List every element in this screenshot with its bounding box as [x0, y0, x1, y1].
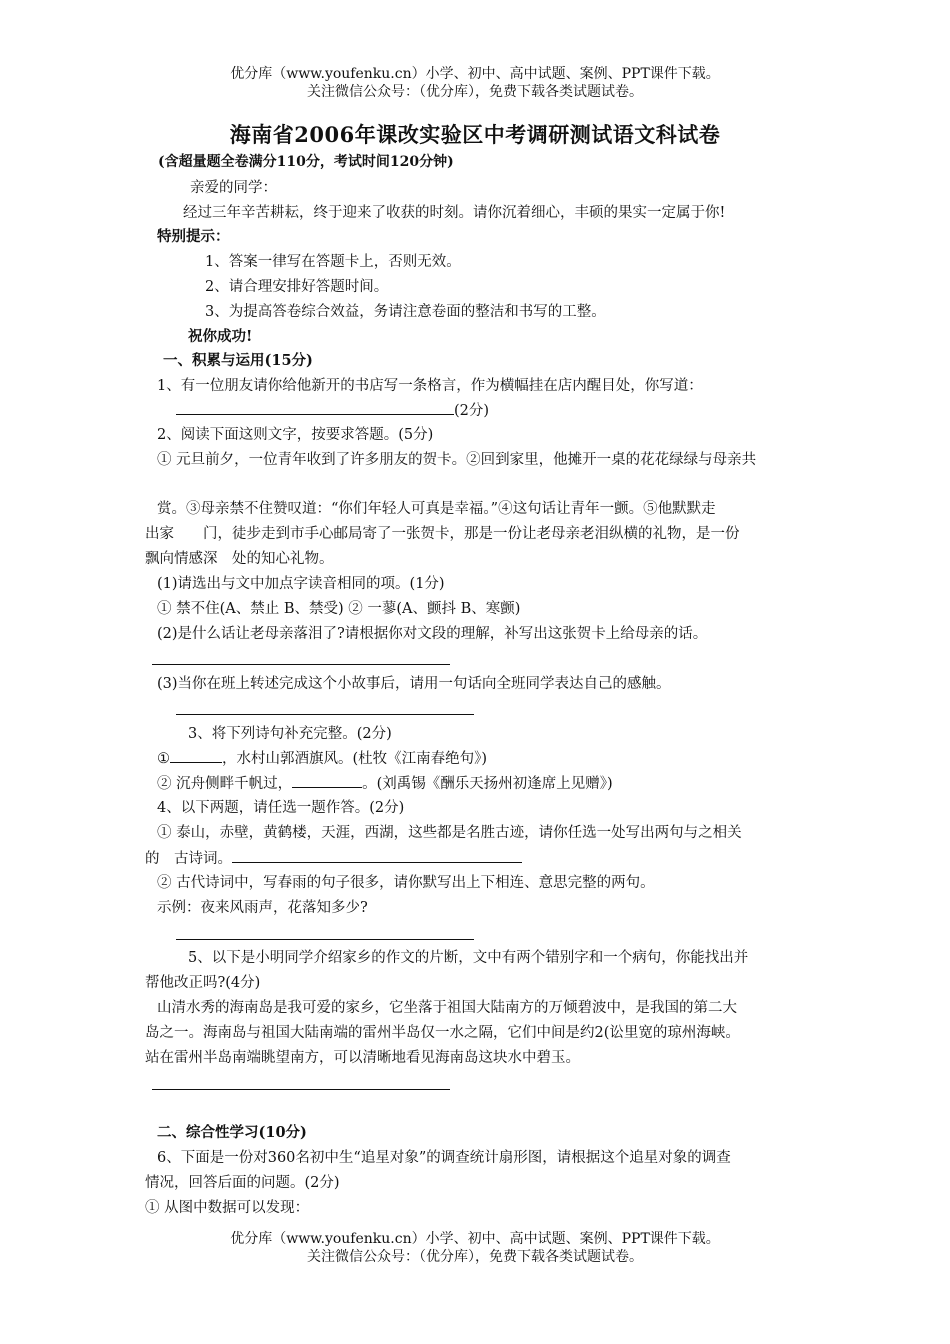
passage-line: 站在雷州半岛南端眺望南方，可以清晰地看见海南岛这块水中碧玉。: [145, 1050, 580, 1066]
question-1-score: (2分): [454, 403, 490, 419]
question-2: 2、阅读下面这则文字，按要求答题。(5分): [157, 427, 434, 443]
question-2-sub-3: (3)当你在班上转述完成这个小故事后，请用一句话向全班同学表达自己的感触。: [157, 676, 671, 692]
section2-heading: 二、综合性学习(10分): [157, 1124, 307, 1141]
question-2-sub-1: (1)请选出与文中加点字读音相同的项。(1分): [157, 576, 445, 592]
intro-text: 经过三年辛苦耕耘，终于迎来了收获的时刻。请你沉着细心，丰硕的果实一定属于你!: [183, 205, 726, 221]
header-line-2: 关注微信公众号：（优分库），免费下载各类试题试卷。: [307, 84, 643, 100]
question-3: 3、将下列诗句补充完整。(2分): [188, 726, 392, 742]
question-4-option-2: ② 古代诗词中，写春雨的句子很多，请你默写出上下相连、意思完整的两句。: [157, 875, 655, 891]
page-title: 海南省2006年课改实验区中考调研测试语文科试卷: [229, 122, 721, 147]
section1-heading: 一、积累与运用(15分): [163, 352, 313, 369]
question-5: 5、以下是小明同学介绍家乡的作文的片断，文中有两个错别字和一个病句，你能找出并: [188, 950, 749, 966]
passage-line: 山清水秀的海南岛是我可爱的家乡，它坐落于祖国大陆南方的万倾碧波中，是我国的第二大: [157, 1000, 737, 1016]
answer-line[interactable]: [152, 664, 450, 665]
question-4-option-1: ① 泰山，赤壁，黄鹤楼，天涯，西湖，这些都是名胜古迹，请你任选一处写出两句与之相关: [157, 825, 742, 841]
passage-line: 岛之一。海南岛与祖国大陆南端的雷州半岛仅一水之隔，它们中间是约2(讼里宽的琼州海峡。: [145, 1025, 740, 1041]
question-1: 1、有一位朋友请你给他新开的书店写一条格言，作为横幅挂在店内醒目处，你写道：: [157, 378, 703, 394]
passage-line: 出家 门，徒步走到市手心邮局寄了一张贺卡，那是一份让老母亲老泪纵横的礼物，是一份: [145, 526, 740, 542]
example-text: 示例：夜来风雨声，花落知多少?: [157, 900, 368, 916]
question-6-cont: 情况，回答后面的问题。(2分): [145, 1175, 340, 1191]
poem-line-2: ② 沉舟侧畔千帆过， 。(刘禹锡《酬乐天扬州初逢席上见赠》): [157, 773, 613, 794]
question-2-sub-1-options: ① 禁不住(A、禁止 B、禁受) ② 一蓼(A、颤抖 B、寒颤): [157, 601, 521, 617]
header-line-1: 优分库（www.youfenku.cn）小学、初中、高中试题、案例、PPT课件下载。: [230, 66, 720, 82]
answer-line[interactable]: [152, 1089, 450, 1090]
question-4-option-1-cont: 的 古诗词。: [145, 848, 522, 869]
notice-item: 1、答案一律写在答题卡上，否则无效。: [205, 254, 461, 270]
question-4: 4、以下两题，请任选一题作答。(2分): [157, 800, 405, 816]
answer-blank[interactable]: [232, 848, 522, 863]
question-5-cont: 帮他改正吗?(4分): [145, 975, 261, 991]
notice-item: 2、请合理安排好答题时间。: [205, 279, 389, 295]
passage-line: ① 元旦前夕，一位青年收到了许多朋友的贺卡。②回到家里，他摊开一桌的花花绿绿与母亲共: [157, 452, 757, 468]
answer-line[interactable]: [176, 714, 474, 715]
question-2-sub-2: (2)是什么话让老母亲落泪了?请根据你对文段的理解，补写出这张贺卡上给母亲的话。: [157, 626, 708, 642]
answer-line[interactable]: [176, 939, 474, 940]
answer-blank[interactable]: [170, 748, 222, 763]
answer-blank[interactable]: [292, 773, 362, 788]
question-1-answer-line[interactable]: [176, 400, 489, 421]
notice-item: 3、为提高答卷综合效益，务请注意卷面的整洁和书写的工整。: [205, 304, 606, 320]
answer-blank[interactable]: [176, 400, 454, 415]
wish-text: 祝你成功!: [188, 328, 253, 345]
subtitle: (含超量题全卷满分110分，考试时间120分钟): [158, 154, 454, 170]
notice-label: 特别提示：: [157, 228, 230, 245]
footer-line-1: 优分库（www.youfenku.cn）小学、初中、高中试题、案例、PPT课件下载。: [230, 1231, 720, 1247]
passage-line: 赏。③母亲禁不住赞叹道：“你们年轻人可真是幸福。”④这句话让青年一颤。⑤他默默走: [157, 501, 716, 517]
question-6: 6、下面是一份对360名初中生“追星对象”的调查统计扇形图，请根据这个追星对象的调查: [157, 1150, 731, 1166]
greeting: 亲爱的同学：: [190, 180, 277, 196]
question-6-sub-1: ① 从图中数据可以发现：: [145, 1200, 310, 1216]
passage-line: 飘向情感深 处的知心礼物。: [145, 551, 334, 567]
footer-line-2: 关注微信公众号：（优分库），免费下载各类试题试卷。: [307, 1249, 643, 1265]
poem-line-1: ① ，水村山郭酒旗风。(杜牧《江南春绝句》): [157, 748, 487, 769]
